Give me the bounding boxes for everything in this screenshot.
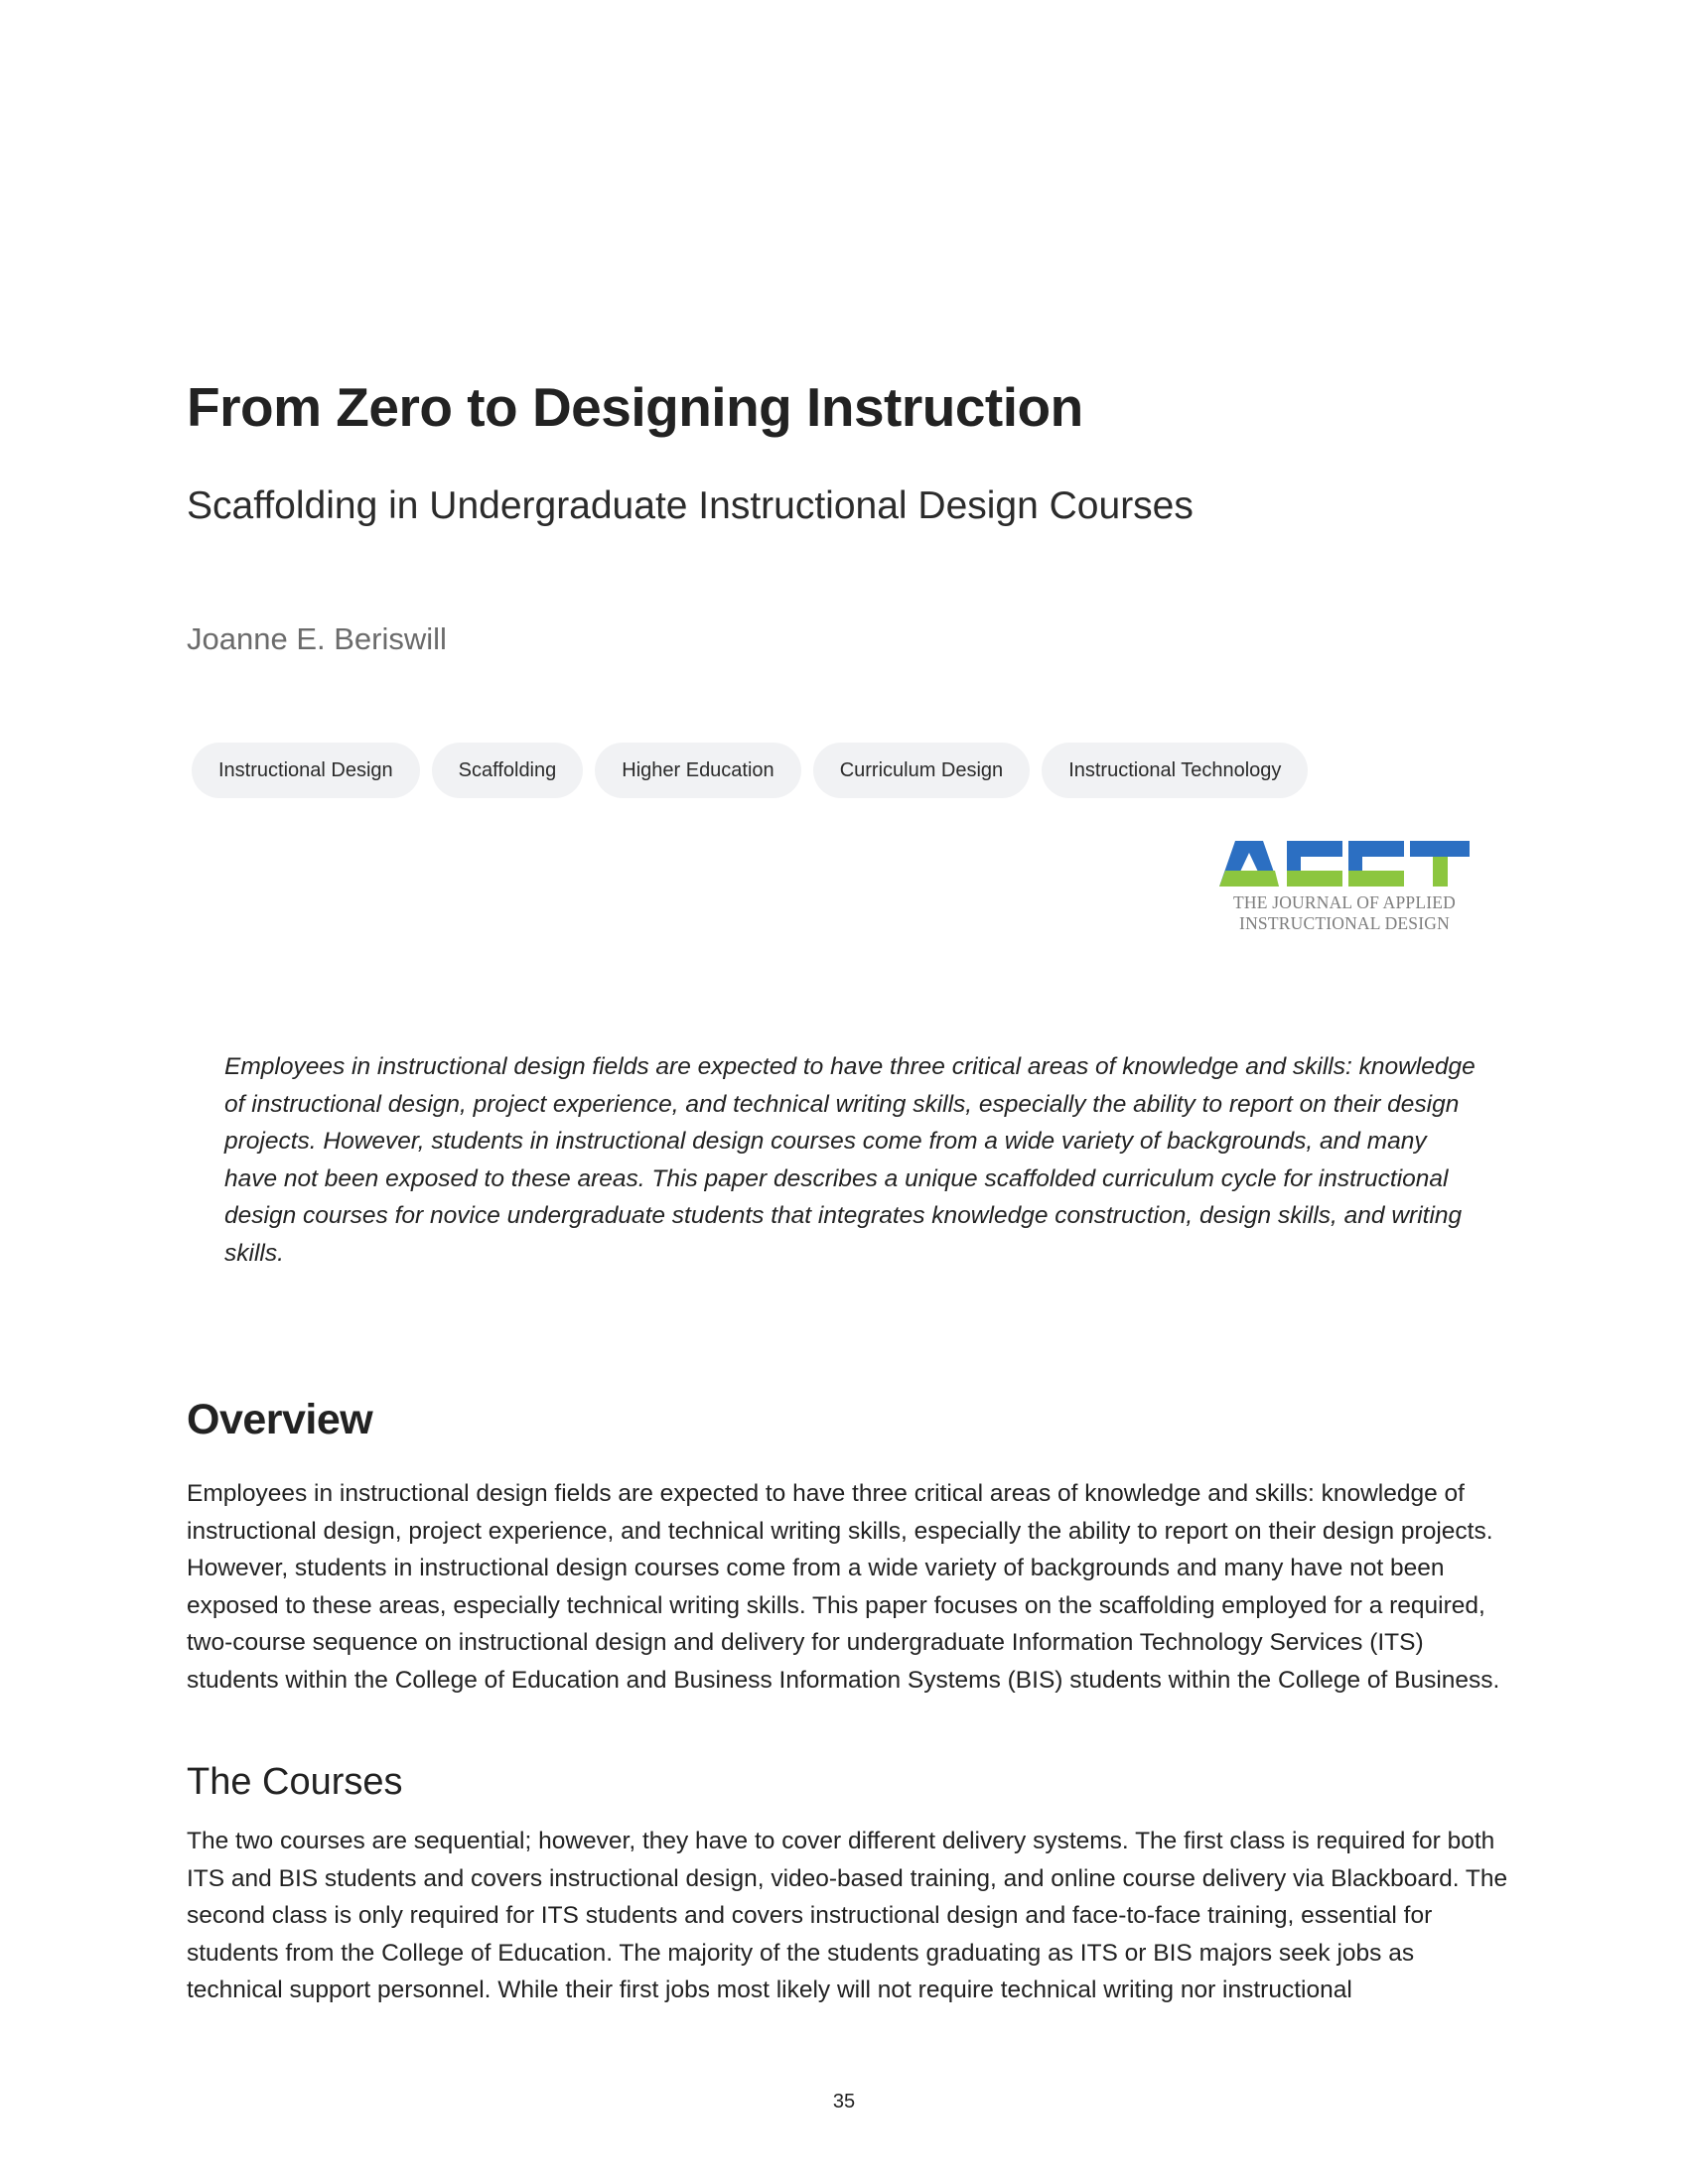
overview-paragraph: Employees in instructional design fields are expected to have three critical areas of knowledge and skills: knowledge of instructional design, project experience, and technical writing skills, especially the ability to report on their design projects. However, students in instructional design courses come from a wide variety of backgrounds and many have not been exposed to these areas, especially technical writing skills. This paper focuses on the scaffolding employed for a required, two-course sequence on instructional design and delivery for undergraduate Information Technology Services (ITS) students within the College of Education and Business Information Systems (BIS) students within the College of Business. [187,1480,1500,1694]
aect-logo-icon [1219,841,1470,888]
keyword-tag[interactable]: Higher Education [595,743,800,798]
logo-caption [1219,892,1470,934]
abstract: Employees in instructional design fields are expected to have three critical areas of knowledge and skills: knowledge of instructional design, project experience, and technical writing skills, especially the ability to report on their design projects. However, students in instructional design courses come from a wide variety of backgrounds, and many have not been exposed to these areas. This paper describes a unique scaffolded curriculum cycle for instructional design courses for novice undergraduate students that integrates knowledge construction, design skills, and writing skills. [224,1053,1476,1267]
section-heading-courses: The Courses [187,1761,403,1803]
article-title: From Zero to Designing Instruction [187,376,1083,438]
logo-text-line: THE JOURNAL OF APPLIED [1233,892,1456,912]
keyword-tag[interactable]: Curriculum Design [813,743,1031,798]
author-name: Joanne E. Beriswill [187,621,447,656]
keyword-list [192,743,1308,798]
keyword-tag[interactable]: Instructional Design [192,743,420,798]
courses-paragraph: The two courses are sequential; however, they have to cover different delivery systems. The first class is required for both ITS and BIS students and covers instructional design, video-based training, and online course delivery via Blackboard. The second class is only required for ITS students and covers instructional design and face-to-face training, essential for students from the College of Education. The majority of the students graduating as ITS or BIS majors seek jobs as technical support personnel. While their first jobs most likely will not require technical writing nor instructional [187,1828,1508,2004]
keyword-tag[interactable]: Scaffolding [432,743,584,798]
logo-text-line: INSTRUCTIONAL DESIGN [1239,913,1450,933]
article-subtitle: Scaffolding in Undergraduate Instructional Design Courses [187,484,1194,527]
journal-logo [1219,841,1476,944]
section-heading-overview: Overview [187,1396,373,1443]
keyword-tag[interactable]: Instructional Technology [1042,743,1308,798]
page-number: 35 [832,2091,856,2113]
